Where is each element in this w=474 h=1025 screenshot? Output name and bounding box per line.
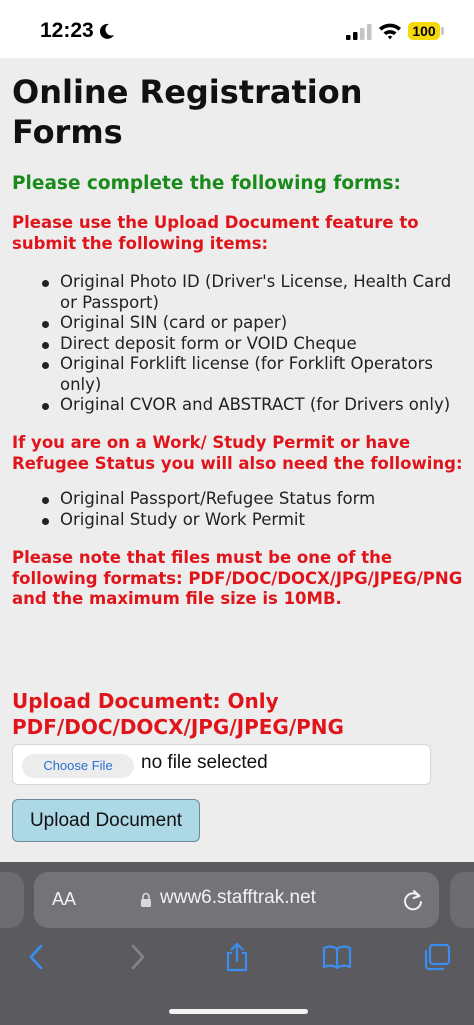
list-item: Original Forklift license (for Forklift Operators only) [38,354,468,395]
status-bar [0,0,474,58]
list-item: Direct deposit form or VOID Cheque [38,334,468,355]
text-size-button[interactable]: AA [52,889,77,909]
next-tab-preview[interactable] [450,872,474,928]
upload-heading: Upload Document: Only PDF/DOC/DOCX/JPG/JPEG/PNG [12,689,344,739]
bookmarks-icon[interactable] [322,942,352,972]
page-title: Online Registration Forms [12,73,363,151]
wifi-icon [378,21,402,40]
forms-subheading: Please complete the following forms: [12,173,401,194]
battery-terminal [441,27,444,35]
url-text[interactable]: www6.stafftrak.net [160,887,316,908]
list-item: Original Photo ID (Driver's License, Health Card or Passport) [38,272,468,313]
battery-indicator: 100 [408,22,440,40]
file-format-note: Please note that files must be one of the following formats: PDF/DOC/DOCX/JPG/JPEG/PNG and the maximum file size is 10MB. [12,548,463,608]
cellular-signal-icon [346,24,372,40]
list-item: Original Study or Work Permit [38,510,468,531]
upload-document-button[interactable]: Upload Document [12,799,200,842]
upload-instruction: Please use the Upload Document feature to submit the following items: [12,213,419,253]
back-icon[interactable] [22,942,52,972]
address-bar[interactable] [34,872,439,928]
forward-icon[interactable] [122,942,152,972]
list-item: Original SIN (card or paper) [38,313,468,334]
list-item: Original CVOR and ABSTRACT (for Drivers only) [38,395,468,416]
permit-instruction: If you are on a Work/ Study Permit or have Refugee Status you will also need the following: [12,433,463,473]
choose-file-button[interactable]: Choose File [22,754,134,778]
home-indicator [169,1009,308,1014]
lock-icon [140,892,152,908]
previous-tab-preview[interactable] [0,872,24,928]
tabs-icon[interactable] [422,942,452,972]
moon-icon [98,22,116,40]
permit-items-list [38,489,468,530]
status-time: 12:23 [40,19,94,42]
file-input[interactable] [12,744,431,785]
reload-icon[interactable] [402,888,424,912]
file-status: no file selected [141,752,268,773]
required-items-list [38,272,468,416]
browser-toolbar [0,862,474,1025]
list-item: Original Passport/Refugee Status form [38,489,468,510]
share-icon[interactable] [222,942,252,972]
